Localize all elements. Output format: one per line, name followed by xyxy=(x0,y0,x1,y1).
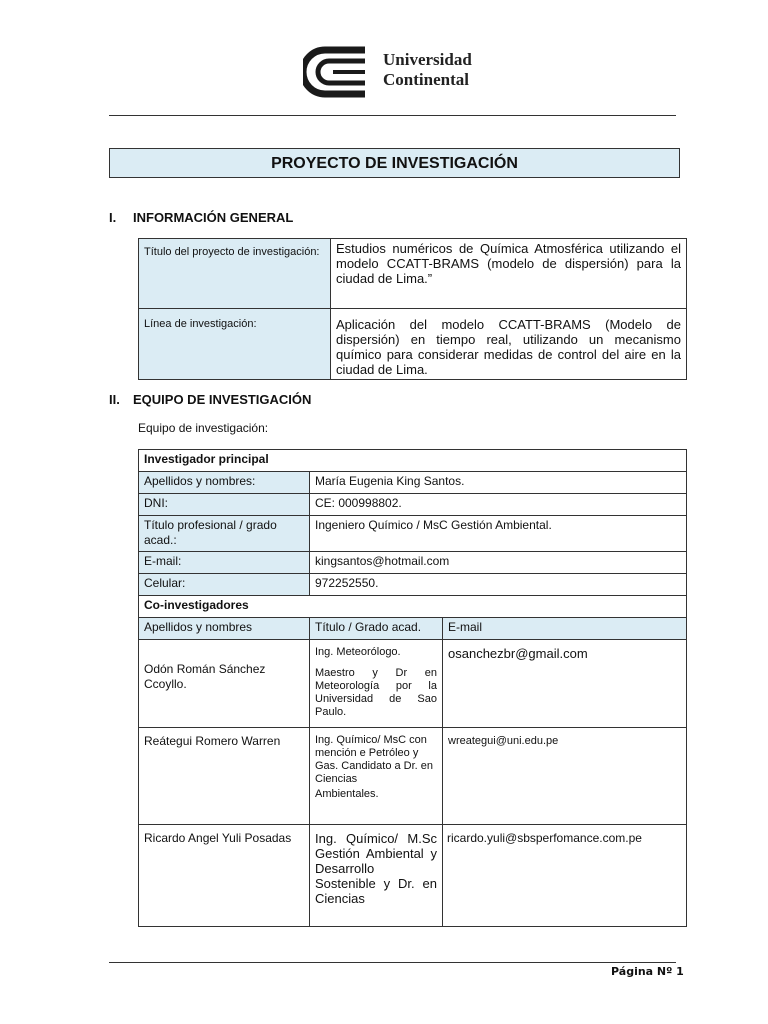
co-investigators-header: Co-investigadores xyxy=(139,596,687,618)
column-header-title: Título / Grado acad. xyxy=(310,618,443,640)
logo-line-1: Universidad xyxy=(383,50,472,69)
principal-investigator-header: Investigador principal xyxy=(139,450,687,472)
co-investigator-title xyxy=(310,825,443,927)
dni-label: DNI: xyxy=(139,494,310,516)
degree-value: Ingeniero Químico / MsC Gestión Ambiental. xyxy=(310,516,687,552)
email-label: E-mail: xyxy=(139,552,310,574)
names-label: Apellidos y nombres: xyxy=(139,472,310,494)
header-divider xyxy=(109,115,676,116)
section-1-number: I. xyxy=(109,210,117,225)
names-value: María Eugenia King Santos. xyxy=(310,472,687,494)
page-number: Página Nº 1 xyxy=(611,965,684,978)
phone-value: 972252550. xyxy=(310,574,687,596)
research-line-value: Aplicación del modelo CCATT-BRAMS (Modelo de dispersión) en tiempo real, utilizando un mecanismo químico para considerar medidas de control del aire en la ciudad de Lima. xyxy=(331,309,687,380)
section-2-heading xyxy=(109,392,311,407)
project-title-value: Estudios numéricos de Química Atmosférica utilizando el modelo CCATT-BRAMS (modelo de dispersión) para la ciudad de Lima.” xyxy=(331,239,687,309)
co-investigator-title-line-a: Ing. Químico/ MsC con mención e Petróleo y Gas. Candidato a Dr. en Ciencias xyxy=(315,734,434,785)
project-title-label: Título del proyecto de investigación: xyxy=(139,239,331,309)
university-logo xyxy=(303,44,493,100)
co-investigator-title xyxy=(310,728,443,825)
section-1-heading xyxy=(109,210,293,225)
email-value: kingsantos@hotmail.com xyxy=(310,552,687,574)
phone-label: Celular: xyxy=(139,574,310,596)
co-investigator-title-line-b: Maestro y Dr en Meteorología por la Universidad de Sao Paulo. xyxy=(315,667,437,718)
co-investigator-title-line-a: Ing. Meteorólogo. xyxy=(315,646,401,658)
column-header-names: Apellidos y nombres xyxy=(139,618,310,640)
general-info-table xyxy=(138,238,687,380)
logo-line-2: Continental xyxy=(383,70,469,89)
table-row xyxy=(139,825,687,927)
section-2-number: II. xyxy=(109,392,120,407)
co-investigator-title-line-b: Ambientales. xyxy=(315,788,379,800)
co-investigator-title-line-a: Ing. Químico/ M.Sc Gestión Ambiental y Desarrollo Sostenible y Dr. en Ciencias xyxy=(315,831,437,906)
research-team-table xyxy=(138,449,687,927)
section-1-title: INFORMACIÓN GENERAL xyxy=(133,210,294,225)
team-subtitle: Equipo de investigación: xyxy=(138,421,269,435)
research-line-label: Línea de investigación: xyxy=(139,309,331,380)
co-investigator-name: Reátegui Romero Warren xyxy=(139,728,310,825)
dni-value: CE: 000998802. xyxy=(310,494,687,516)
university-emblem-icon xyxy=(303,46,373,98)
co-investigator-email: ricardo.yuli@sbsperfomance.com.pe xyxy=(443,825,687,927)
co-investigator-name: Odón Román Sánchez Ccoyllo. xyxy=(139,640,310,728)
document-title: PROYECTO DE INVESTIGACIÓN xyxy=(109,148,680,178)
footer-divider xyxy=(109,962,676,963)
column-header-email: E-mail xyxy=(443,618,687,640)
table-row xyxy=(139,640,687,728)
section-2-title: EQUIPO DE INVESTIGACIÓN xyxy=(133,392,312,407)
co-investigator-title xyxy=(310,640,443,728)
co-investigator-name: Ricardo Angel Yuli Posadas xyxy=(139,825,310,927)
degree-label: Título profesional / grado acad.: xyxy=(139,516,310,552)
table-row xyxy=(139,728,687,825)
co-investigator-email: osanchezbr@gmail.com xyxy=(443,640,687,728)
co-investigator-email: wreategui@uni.edu.pe xyxy=(443,728,687,825)
